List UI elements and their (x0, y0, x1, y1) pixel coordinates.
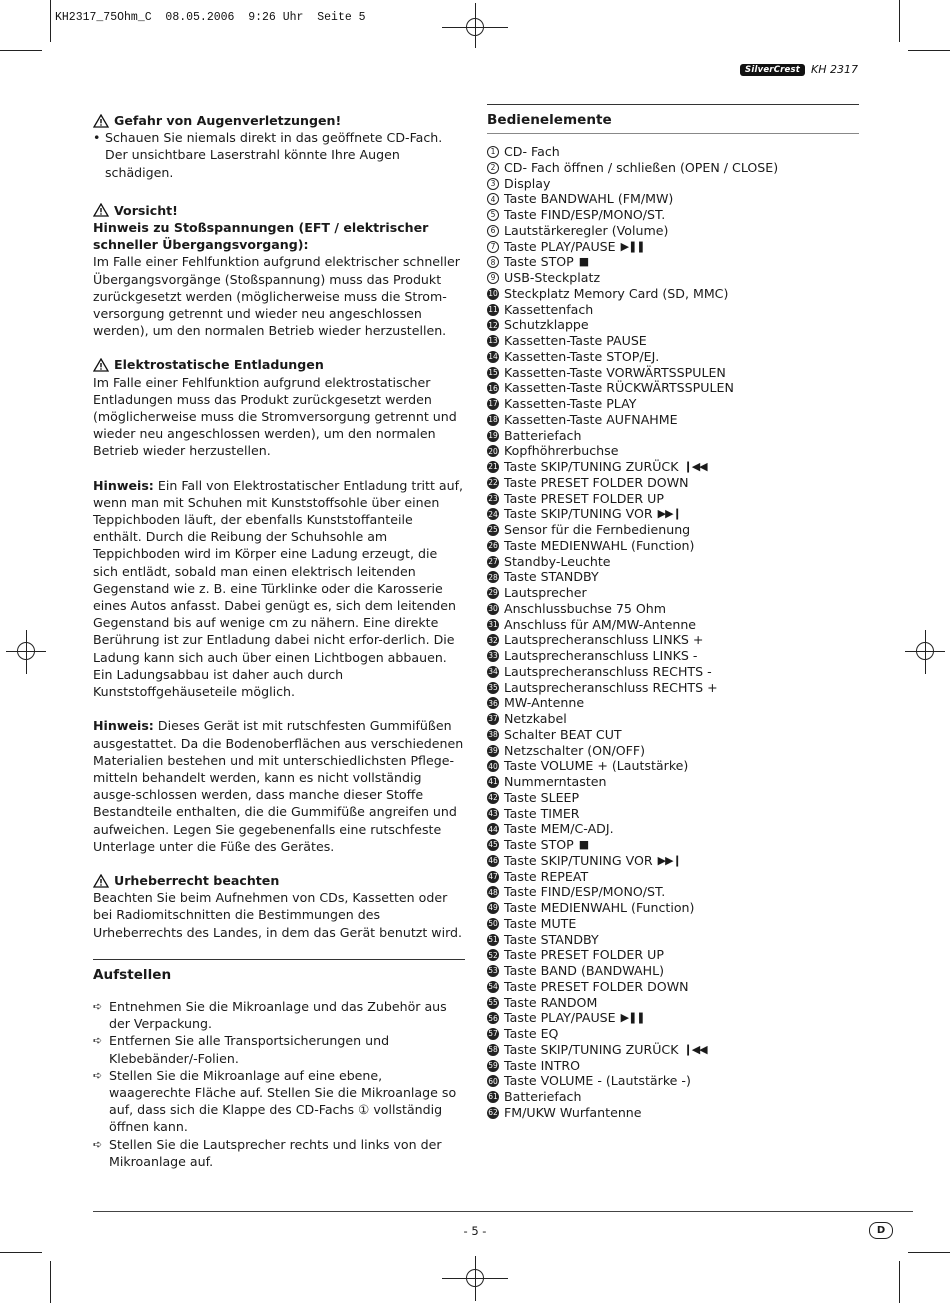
item-label: Taste VOLUME + (Lautstärke) (504, 758, 689, 774)
control-item (487, 207, 859, 223)
item-number: 1 (487, 146, 499, 158)
item-label: Taste VOLUME - (Lautstärke -) (504, 1073, 691, 1089)
page-number: - 5 - (463, 1224, 487, 1238)
item-number: 50 (488, 919, 498, 929)
surge-warning-title: Vorsicht! (93, 202, 465, 219)
item-label: Taste MEDIENWAHL (Function) (504, 537, 695, 553)
item-number: 43 (488, 808, 498, 818)
item-label: Taste FIND/ESP/MONO/ST. (504, 884, 666, 900)
item-number: 62 (488, 1108, 498, 1118)
item-label: CD- Fach öffnen / schließen (OPEN / CLOSE) (504, 159, 779, 175)
control-item (487, 1042, 859, 1058)
control-item (487, 774, 859, 790)
control-item (487, 1073, 859, 1089)
item-number: 58 (488, 1045, 498, 1055)
warning-icon (93, 358, 109, 372)
item-label: Lautsprecheranschluss LINKS - (504, 648, 698, 664)
copyright-text: Beachten Sie beim Aufnehmen von CDs, Kassetten oder bei Radiomitschnitten die Bestimmungen des Urheberrechts des Landes, in dem das Gerät benutzt wird. (93, 890, 463, 940)
item-label: Taste REPEAT (504, 868, 589, 884)
model-number: KH 2317 (811, 63, 858, 76)
item-number: 2 (487, 162, 499, 174)
control-item (487, 522, 859, 538)
registration-mark (466, 1269, 484, 1287)
item-label: Sensor für die Fernbedienung (504, 522, 691, 538)
item-label: Taste INTRO (504, 1057, 581, 1073)
item-label: Taste BAND (BANDWAHL) (504, 963, 665, 979)
control-item (487, 900, 859, 916)
control-item (487, 254, 859, 270)
control-item (487, 144, 859, 160)
arrow-icon: ➪ (93, 1137, 103, 1151)
item-number: 39 (488, 745, 498, 755)
control-item (487, 821, 859, 837)
item-label: Kassetten-Taste PLAY (504, 396, 637, 412)
print-header: KH2317_75Ohm_C 08.05.2006 9:26 Uhr Seite 5 (55, 11, 366, 24)
item-label: Taste PRESET FOLDER UP (504, 490, 664, 506)
item-label: Steckplatz Memory Card (SD, MMC) (504, 285, 729, 301)
copyright-title: Urheberrecht beachten (93, 872, 465, 889)
esd-text: Im Falle einer Fehlfunktion aufgrund elektrostatischer Entladungen muss das Produkt zurückgesetzt werden (möglicherweise muss die Stromversorgung getrennt und wieder neu angeschlossen werden), um den normalen Betrieb wieder herzustellen. (93, 374, 457, 459)
surge-text: Im Falle einer Fehlfunktion aufgrund elektrischer schneller Übergangsvorgänge (Stoßspannung) muss das Produkt zurückgesetzt werden (möglicherweise muss die Strom-versorgung getrennt und wieder neu angeschlossen werden), um den normalen Betrieb wieder herzustellen. (93, 254, 460, 339)
item-number: 44 (488, 824, 498, 834)
item-label: Lautsprecheranschluss RECHTS + (504, 679, 718, 695)
item-label: Taste PRESET FOLDER DOWN (504, 474, 689, 490)
eye-warning-title: Gefahr von Augenverletzungen! (93, 112, 465, 129)
crop-mark (899, 0, 900, 42)
control-item (487, 443, 859, 459)
item-number: 59 (488, 1060, 498, 1070)
item-label: Lautsprecheranschluss LINKS + (504, 632, 704, 648)
item-label: Anschlussbuchse 75 Ohm (504, 600, 667, 616)
item-number: 47 (488, 871, 498, 881)
item-label: Taste SKIP/TUNING VOR (504, 506, 653, 522)
item-label: Kopfhöhrerbuchse (504, 443, 619, 459)
control-item (487, 617, 859, 633)
item-number: 61 (488, 1092, 498, 1102)
item-label: Schalter BEAT CUT (504, 726, 622, 742)
control-item (487, 286, 859, 302)
controls-list (487, 144, 859, 1121)
item-number: 13 (488, 336, 498, 346)
item-number: 21 (488, 462, 498, 472)
item-number: 49 (488, 903, 498, 913)
controls-heading: Bedienelemente (487, 104, 859, 134)
surge-subtitle: Hinweis zu Stoßspannungen (EFT / elektrischer schneller Übergangsvorgang): (93, 220, 429, 253)
item-label: Taste PLAY/PAUSE (504, 1010, 616, 1026)
item-number: 19 (488, 430, 498, 440)
item-number: 7 (487, 241, 499, 253)
item-number: 22 (488, 478, 498, 488)
control-item (487, 428, 859, 444)
item-number: 28 (488, 572, 498, 582)
item-number: 38 (488, 730, 498, 740)
item-label: Batteriefach (504, 1089, 582, 1105)
control-item (487, 601, 859, 617)
control-item (487, 491, 859, 507)
control-item (487, 790, 859, 806)
warning-icon (93, 114, 109, 128)
control-item (487, 538, 859, 554)
item-label: Taste MUTE (504, 915, 577, 931)
item-label: Kassetten-Taste VORWÄRTSSPULEN (504, 364, 726, 380)
item-label: Anschluss für AM/MW-Antenne (504, 616, 697, 632)
item-number: 8 (487, 256, 499, 268)
item-number: 12 (488, 320, 498, 330)
item-number: 11 (488, 304, 498, 314)
crop-mark (899, 1261, 900, 1303)
item-label: FM/UKW Wurfantenne (504, 1104, 642, 1120)
item-label: Nummerntasten (504, 774, 607, 790)
eye-warning-bullet: • Schauen Sie niemals direkt in das geöffnete CD-Fach. Der unsichtbare Laserstrahl könnte Ihre Augen schädigen. (93, 130, 443, 180)
item-label: Taste MEDIENWAHL (Function) (504, 900, 695, 916)
crop-mark (908, 1252, 950, 1253)
control-item (487, 380, 859, 396)
control-item (487, 743, 859, 759)
control-item (487, 711, 859, 727)
control-item (487, 475, 859, 491)
item-number: 45 (488, 840, 498, 850)
button-symbol-icon: ▶❚❚ (620, 239, 645, 253)
arrow-icon: ➪ (93, 999, 103, 1013)
item-label: CD- Fach (504, 144, 560, 160)
right-column (487, 104, 859, 1121)
control-item (487, 239, 859, 255)
item-label: Standby-Leuchte (504, 553, 611, 569)
crop-mark (0, 1252, 42, 1253)
control-item (487, 554, 859, 570)
item-number: 17 (488, 399, 498, 409)
setup-step: ➪ Entnehmen Sie die Mikroanlage und das Zubehör aus der Verpackung. (93, 998, 447, 1032)
item-number: 3 (487, 178, 499, 190)
control-item (487, 333, 859, 349)
item-label: Taste SKIP/TUNING VOR (504, 852, 653, 868)
item-label: Taste STANDBY (504, 569, 599, 585)
item-label: Kassetten-Taste STOP/EJ. (504, 348, 660, 364)
item-label: Taste TIMER (504, 805, 580, 821)
control-item (487, 695, 859, 711)
item-number: 9 (487, 272, 499, 284)
setup-heading: Aufstellen (93, 959, 465, 988)
item-number: 34 (488, 667, 498, 677)
item-label: Batteriefach (504, 427, 582, 443)
item-label: Taste MEM/C-ADJ. (504, 821, 614, 837)
item-number: 46 (488, 856, 498, 866)
control-item (487, 396, 859, 412)
control-item (487, 680, 859, 696)
item-number: 26 (488, 541, 498, 551)
arrow-icon: ➪ (93, 1068, 103, 1082)
control-item (487, 1089, 859, 1105)
item-label: Lautsprecheranschluss RECHTS - (504, 663, 712, 679)
note-esd: Hinweis: Ein Fall von Elektrostatischer Entladung tritt auf, wenn man mit Schuhen mit Kunststoffsohle über einen Teppichboden läuft, der ebenfalls Kunststoffanteile enthält. Durch die Reibung der Schuhsohle am Teppichboden wird im Körper eine Ladung erzeugt, die sich entlädt, sobald man einen elektrisch leitenden Gegenstand wie z. B. eine Türklinke oder die Karosserie eines Autos anfasst. Dabei genügt es, sich dem leitenden Gegenstand bis auf wenige cm zu nähern. Eine direkte Berührung ist zur Entladung dabei nicht erfor-derlich. Die Ladung kann sich auch über einen Lichtbogen abbauen. Ein Ladungsabbau ist daher auch durch Kunststoffgehäuseteile möglich. (93, 477, 464, 700)
item-number: 25 (488, 525, 498, 535)
control-item (487, 506, 859, 522)
language-badge: D (869, 1222, 893, 1239)
button-symbol-icon: ■ (578, 838, 589, 852)
item-number: 60 (488, 1076, 498, 1086)
control-item (487, 648, 859, 664)
left-column (93, 112, 465, 1170)
item-number: 16 (488, 383, 498, 393)
item-number: 54 (488, 982, 498, 992)
button-symbol-icon: ■ (578, 255, 589, 269)
item-number: 31 (488, 619, 498, 629)
item-number: 53 (488, 966, 498, 976)
item-number: 5 (487, 209, 499, 221)
button-symbol-icon: ❙◀◀ (683, 1042, 707, 1056)
arrow-icon: ➪ (93, 1034, 103, 1048)
control-item (487, 916, 859, 932)
item-number: 10 (488, 289, 498, 299)
note-rubber-feet: Hinweis: Dieses Gerät ist mit rutschfesten Gummifüßen ausgestattet. Da die Bodenoberflächen aus verschiedenen Materialien bestehen und mit unterschiedlichsten Pflege-mitteln behandelt werden, kann es nicht vollständig ausge-schlossen werden, dass manche dieser Stoffe Bestandteile enthalten, die die Gummifüße angreifen und aufweichen. Legen Sie gegebenenfalls eine rutschfeste Unterlage unter die Füße des Gerätes. (93, 718, 464, 854)
control-item (487, 176, 859, 192)
item-label: Taste FIND/ESP/MONO/ST. (504, 207, 666, 223)
control-item (487, 758, 859, 774)
item-label: Taste STOP (504, 254, 574, 270)
item-label: Taste PRESET FOLDER DOWN (504, 978, 689, 994)
item-number: 40 (488, 761, 498, 771)
control-item (487, 349, 859, 365)
control-item (487, 853, 859, 869)
control-item (487, 995, 859, 1011)
control-item (487, 632, 859, 648)
item-number: 55 (488, 997, 498, 1007)
brand (740, 63, 858, 76)
control-item (487, 569, 859, 585)
warning-icon (93, 874, 109, 888)
control-item (487, 884, 859, 900)
item-number: 20 (488, 446, 498, 456)
item-label: Taste SLEEP (504, 789, 580, 805)
setup-step: ➪ Stellen Sie die Lautsprecher rechts und links von der Mikroanlage auf. (93, 1136, 442, 1169)
control-item (487, 932, 859, 948)
item-label: Kassetten-Taste RÜCKWÄRTSSPULEN (504, 380, 734, 396)
item-label: Taste STANDBY (504, 931, 599, 947)
item-label: Schutzklappe (504, 317, 589, 333)
item-number: 48 (488, 887, 498, 897)
setup-steps (93, 998, 465, 1170)
item-label: USB-Steckplatz (504, 270, 601, 286)
item-label: Taste EQ (504, 1026, 559, 1042)
control-item (487, 365, 859, 381)
control-item (487, 947, 859, 963)
item-label: Taste SKIP/TUNING ZURÜCK (504, 1041, 679, 1057)
control-item (487, 585, 859, 601)
item-label: Lautstärkeregler (Volume) (504, 222, 669, 238)
control-item (487, 727, 859, 743)
control-item (487, 317, 859, 333)
item-number: 24 (488, 509, 498, 519)
control-item (487, 302, 859, 318)
button-symbol-icon: ▶❚❚ (620, 1011, 645, 1025)
registration-mark (466, 18, 484, 36)
setup-step: ➪ Entfernen Sie alle Transportsicherungen und Klebebänder/-Folien. (93, 1033, 390, 1066)
control-item (487, 963, 859, 979)
item-number: 14 (488, 352, 498, 362)
item-number: 23 (488, 493, 498, 503)
item-number: 27 (488, 556, 498, 566)
item-number: 4 (487, 193, 499, 205)
control-item (487, 837, 859, 853)
warning-icon (93, 203, 109, 217)
item-number: 41 (488, 777, 498, 787)
item-number: 29 (488, 588, 498, 598)
item-label: Kassettenfach (504, 301, 594, 317)
item-number: 36 (488, 698, 498, 708)
item-number: 18 (488, 415, 498, 425)
item-label: Netzschalter (ON/OFF) (504, 742, 646, 758)
button-symbol-icon: ▶▶❙ (657, 853, 681, 867)
setup-step: ➪ Stellen Sie die Mikroanlage auf eine ebene, waagerechte Fläche auf. Stellen Sie die Mikroanlage so auf, dass sich die Klappe des CD-Fachs ① vollständig öffnen kann. (93, 1067, 457, 1135)
control-item (487, 270, 859, 286)
crop-mark (908, 50, 950, 51)
button-symbol-icon: ❙◀◀ (683, 460, 707, 474)
control-item (487, 412, 859, 428)
item-label: Taste SKIP/TUNING ZURÜCK (504, 459, 679, 475)
item-label: Taste STOP (504, 837, 574, 853)
item-label: Taste PRESET FOLDER UP (504, 947, 664, 963)
control-item (487, 664, 859, 680)
item-label: Taste BANDWAHL (FM/MW) (504, 191, 674, 207)
crop-mark (50, 0, 51, 42)
control-item (487, 979, 859, 995)
control-item (487, 223, 859, 239)
control-item (487, 160, 859, 176)
item-label: Kassetten-Taste PAUSE (504, 333, 647, 349)
control-item (487, 1105, 859, 1121)
brand-logo: SilverCrest (740, 64, 805, 76)
item-number: 30 (488, 604, 498, 614)
item-number: 42 (488, 793, 498, 803)
item-label: Netzkabel (504, 711, 567, 727)
item-number: 35 (488, 682, 498, 692)
item-number: 37 (488, 714, 498, 724)
item-number: 51 (488, 934, 498, 944)
registration-mark (17, 642, 35, 660)
item-label: Kassetten-Taste AUFNAHME (504, 411, 678, 427)
control-item (487, 1010, 859, 1026)
item-number: 15 (488, 367, 498, 377)
item-label: MW-Antenne (504, 695, 585, 711)
item-label: Display (504, 175, 551, 191)
footer-rule (93, 1211, 913, 1212)
control-item (487, 1026, 859, 1042)
item-number: 56 (488, 1013, 498, 1023)
button-symbol-icon: ▶▶❙ (657, 507, 681, 521)
item-number: 57 (488, 1029, 498, 1039)
item-label: Lautsprecher (504, 585, 587, 601)
crop-mark (50, 1261, 51, 1303)
control-item (487, 1058, 859, 1074)
control-item (487, 869, 859, 885)
item-number: 32 (488, 635, 498, 645)
item-number: 33 (488, 651, 498, 661)
item-number: 6 (487, 225, 499, 237)
item-label: Taste PLAY/PAUSE (504, 238, 616, 254)
item-number: 52 (488, 950, 498, 960)
esd-warning-title: Elektrostatische Entladungen (93, 356, 465, 373)
control-item (487, 806, 859, 822)
item-label: Taste RANDOM (504, 994, 598, 1010)
control-item (487, 459, 859, 475)
control-item (487, 191, 859, 207)
registration-mark (916, 642, 934, 660)
crop-mark (0, 50, 42, 51)
